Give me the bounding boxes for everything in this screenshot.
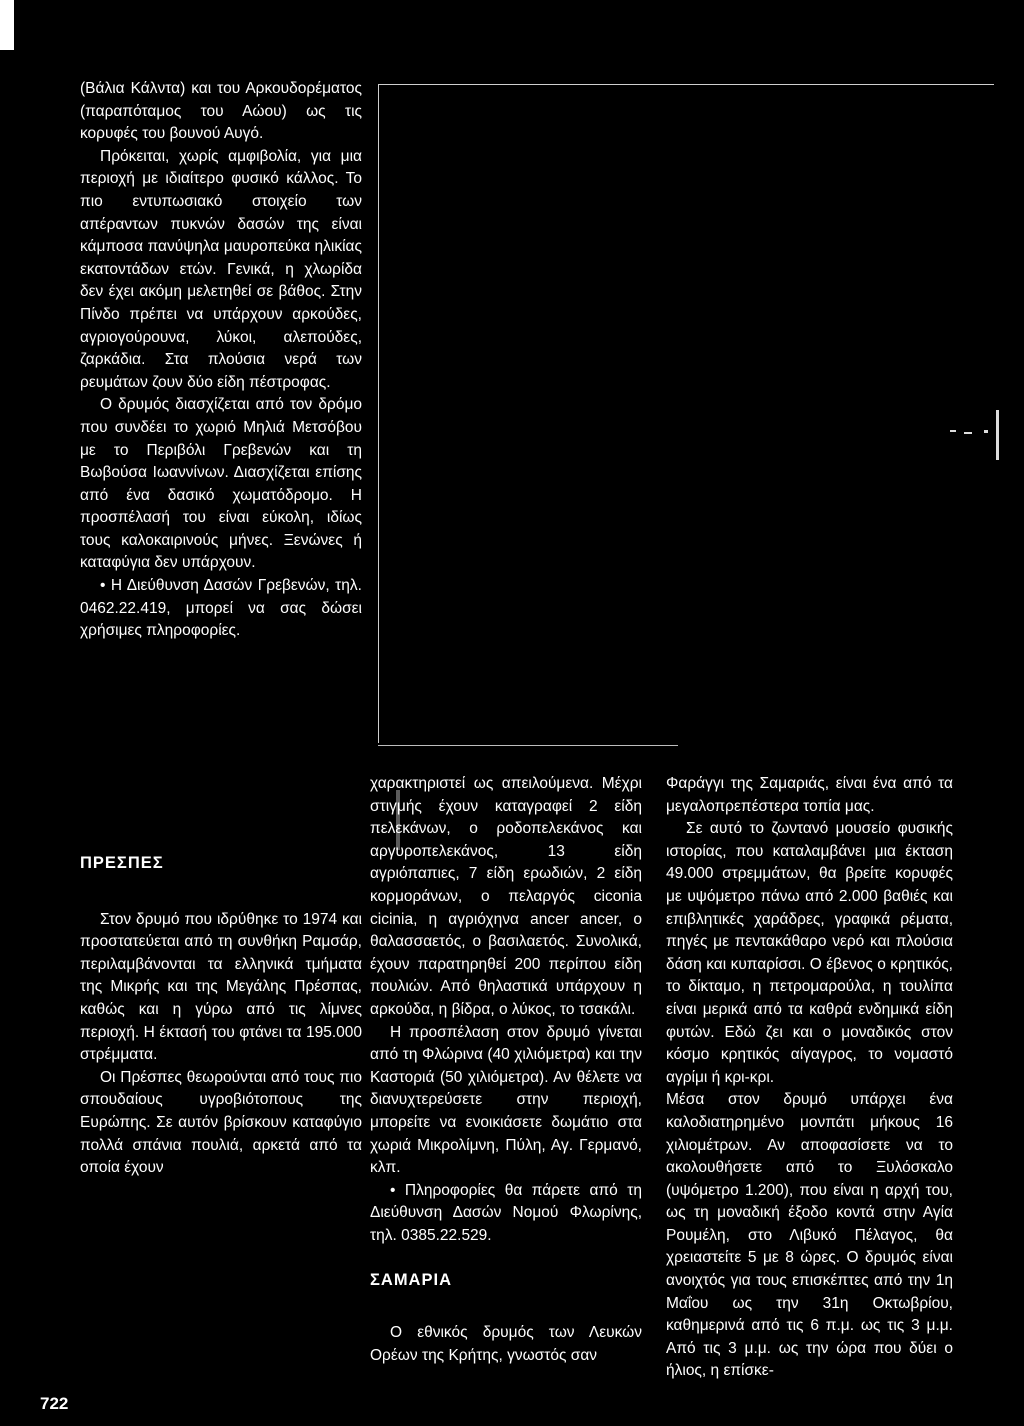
paragraph: Μέσα στον δρυμό υπάρχει ένα καλοδιατηρημένο μονπάτι μήκους 16 χιλιομέτρων. Αν αποφασίσετε να το ακολουθήσετε από το Ξυλόσκαλο (υψόμετρο 1.200), που είναι η αρχή του, ως τη μοναδική έξοδο κοντά στην Αγία Ρουμέλη, στο Λιβυκό Πέλαγος, θα χρειαστείτε 5 με 8 ώρες. Ο δρυμός είναι ανοιχτός για τους επισκέπτες από την 1η Μαΐου ως την 31η Οκτωβρίου, καθημερινά από τις 6 π.μ. ως τις 3 μ.μ. Από τις 3 μ.μ. ως την ώρα που δύει ο ήλιος, η επίσκε-	[666, 1091, 953, 1380]
prespes-heading: ΠΡΕΣΠΕΣ	[80, 854, 164, 872]
right-column	[666, 773, 953, 1383]
middle-column	[370, 773, 642, 1367]
paragraph: χαρακτηριστεί ως απειλούμενα. Μέχρι στιγμής έχουν καταγραφεί 2 είδη πελεκάνων, ο ροδοπελεκάνος και αργυροπελεκάνος, 13 είδη αγριόπαπιες, 7 είδη ερωδιών, 2 είδη κορμοράνων, ο πελαργός ciconia ciciniа, η αγριόχηνα ancer ancer, ο θαλασσαετός, ο βασιλαετός. Συνολικά, έχουν παρατηρηθεί 200 περίπου είδη πουλιών. Από θηλαστικά υπάρχουν η αρκούδα, η βίδρα, ο λύκος, το τσακάλι.	[370, 775, 642, 1018]
middle-paragraphs	[370, 773, 642, 1247]
samaria-heading: ΣΑΜΑΡΙΑ	[370, 1271, 452, 1290]
paragraph: • Η Διεύθυνση Δασών Γρεβενών, τηλ. 0462.22.419, μπορεί να σας δώσει χρήσιμες πληροφορίες.	[80, 577, 362, 640]
paragraph: Ο δρυμός διασχίζεται από τον δρόμο που συνδέει το χωριό Μηλιά Μετσόβου με το Περιβόλι Γρεβενών και τη Βωβούσα Ιωαννίνων. Διασχίζεται επίσης από ένα δασικό χωματόδρομο. Η προσπέλασή του είναι εύκολη, ιδίως τους καλοκαιρινούς μήνες. Ξενώνες ή καταφύγια δεν υπάρχουν.	[80, 396, 362, 572]
scan-edge	[0, 0, 14, 50]
photo-area	[378, 84, 1020, 744]
top-left-column	[80, 78, 362, 643]
paragraph: Σε αυτό το ζωντανό μουσείο φυσικής ιστορίας, που καταλαμβάνει μια έκταση 49.000 στρεμμάτων, θα βρείτε κορυφές με υψόμετρο πάνω από 2.000 βαθιές και επιβλητικές χαράδρες, γραφικά ρέματα, πηγές με πεντακάθαρο νερό και πλούσια δάση και κυπαρίσσι. Ο έβενος ο κρητικός, το δίκταμο, η πετρομαρούλα, η τουλίπα είναι μερικά από τα καθρά ενδημικά είδη φυτών. Εδώ ζει και ο μοναδικός στον κόσμο κρητικός αίγαγρος, το νομαστό αγρίμι ή κρι-κρι.	[666, 820, 953, 1086]
prespes-paragraph: Στον δρυμό που ιδρύθηκε το 1974 και προστατεύεται από τη συνθήκη Ραμσάρ, περιλαμβάνονται τα ελληνικά τμήματα της Μικρής και της Μεγάλης Πρέσπας, καθώς και η γύρω από τις λίμνες περιοχή. Η έκτασή του φτάνει τα 195.000 στρέμματα.	[80, 910, 362, 1064]
prespes-column	[80, 852, 362, 1180]
photo-marks	[950, 410, 1010, 470]
page-number: 722	[40, 1394, 69, 1413]
paragraph: • Πληροφορίες θα πάρετε από τη Διεύθυνση Δασών Νομού Φλωρίνης, τηλ. 0385.22.529.	[370, 1181, 642, 1244]
paragraph: Πρόκειται, χωρίς αμφιβολία, για μια περιοχή με ιδιαίτερο φυσικό κάλλος. Το πιο εντυπωσιακό στοιχείο των απέραντων πυκνών δασών της είναι κάμποσα πανύψηλα μαυροπεύκα ηλικίας εκατοντάδων ετών. Γενικά, η χλωρίδα δεν έχει ακόμη μελετηθεί σε βάθος. Στην Πίνδο πρέπει να υπάρχουν αρκούδες, αγριογούρουνα, λύκοι, αλεπούδες, ζαρκάδια. Στα πλούσια νερά των ρευμάτων ζουν δύο είδη πέστροφας.	[80, 147, 362, 391]
samaria-intro: Ο εθνικός δρυμός των Λευκών Ορέων της Κρήτης, γνωστός σαν	[370, 1324, 642, 1364]
paragraph: (Βάλια Κάλντα) και του Αρκουδορέματος (παραπόταμος του Αώου) ως τις κορυφές του βουνού Αυγό.	[80, 80, 362, 143]
photo-frame	[378, 84, 994, 743]
prespes-paragraph: Οι Πρέσπες θεωρούνται από τους πιο σπουδαίους υγροβιότοπους της Ευρώπης. Σε αυτόν βρίσκουν καταφύγιο πολλά σπάνια πουλιά, αρκετά από τα οποία έχουν	[80, 1068, 362, 1177]
paragraph: Η προσπέλαση στον δρυμό γίνεται από τη Φλώρινα (40 χιλιόμετρα) και την Καστοριά (50 χιλιόμετρα). Αν θέλετε να διανυχτερεύσετε στην περιοχή, μπορείτε να ενοικιάσετε δωμάτιο στα χωριά Μικρολίμνη, Πύλη, Αγ. Γερμανό, κλπ.	[370, 1023, 642, 1177]
paragraph: Φαράγγι της Σαμαριάς, είναι ένα από τα μεγαλοπρεπέστερα τοπία μας.	[666, 775, 953, 815]
photo-bottom-line	[378, 745, 678, 746]
